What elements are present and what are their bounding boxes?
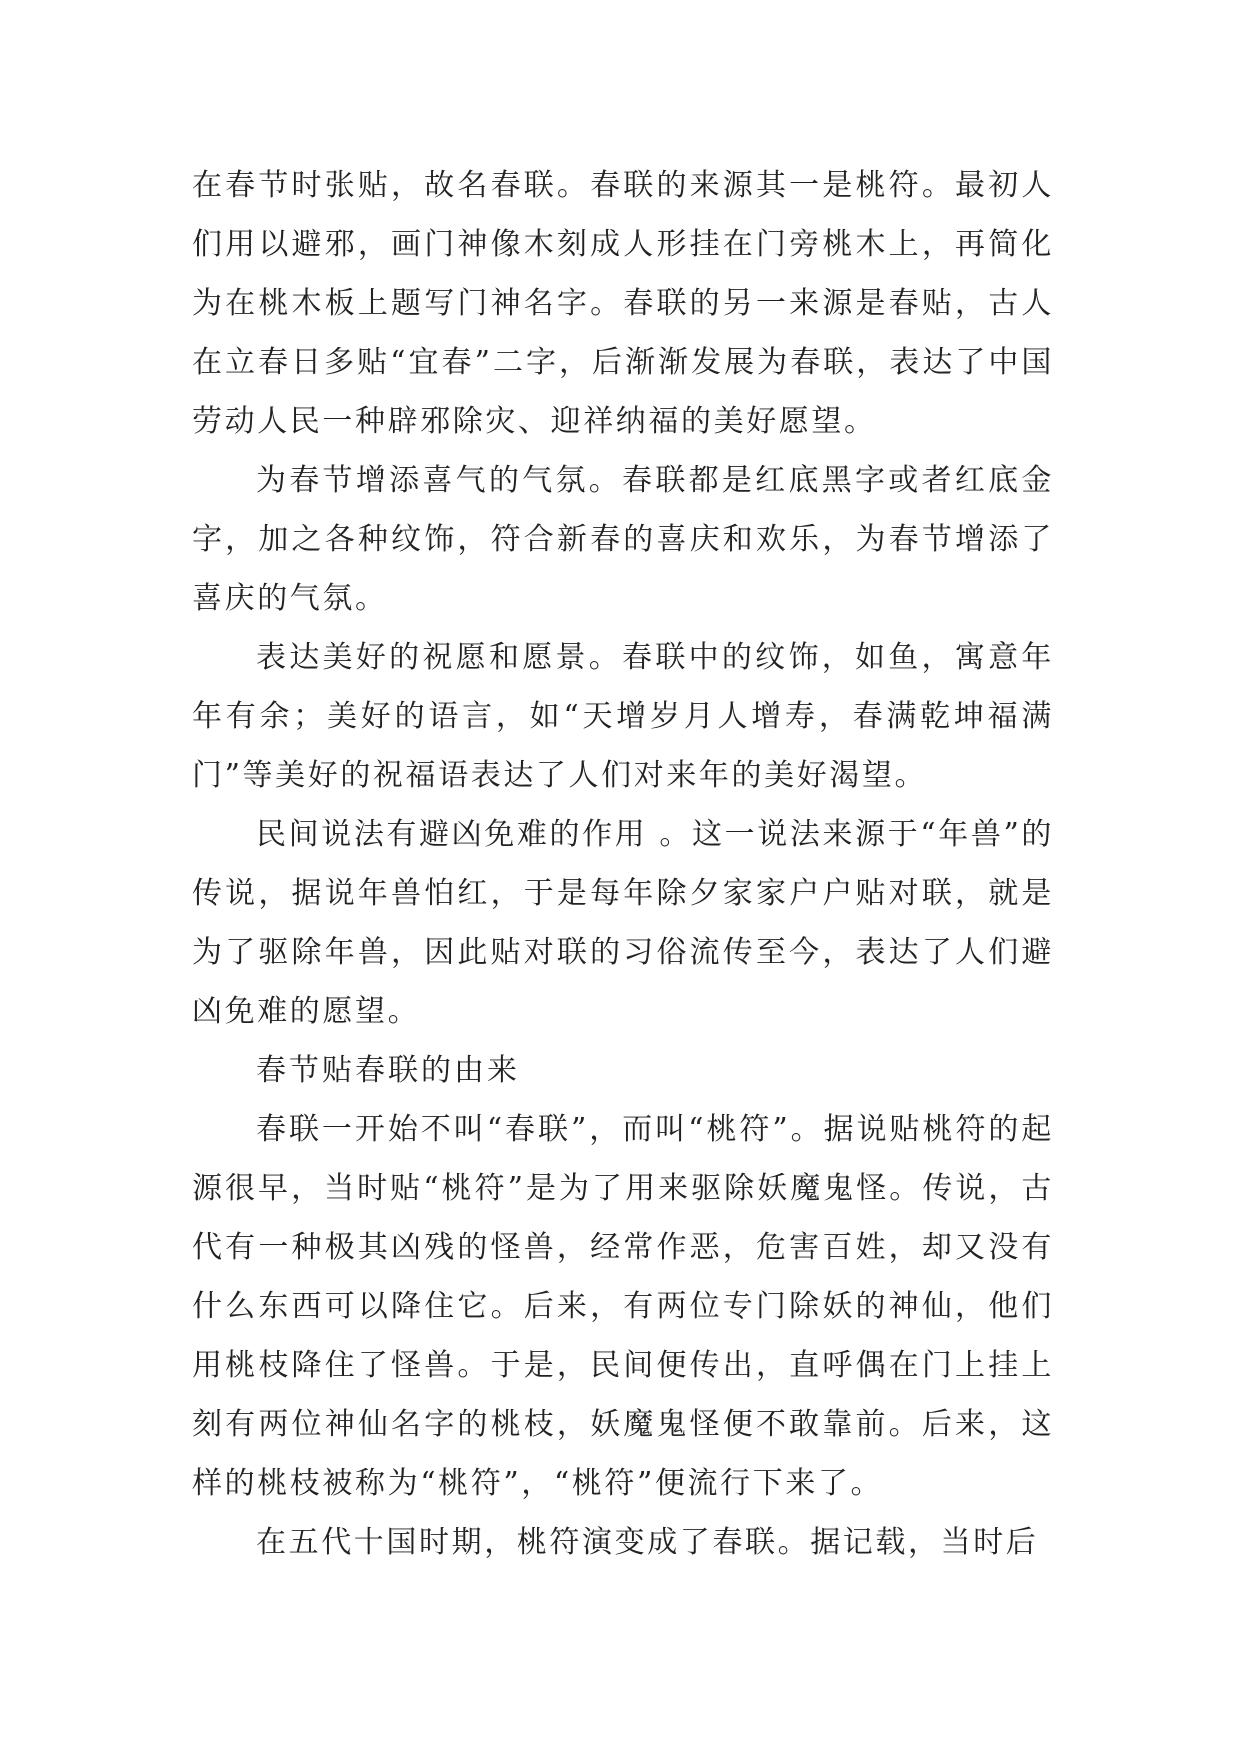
section-heading-origin: 春节贴春联的由来 xyxy=(256,1053,520,1088)
paragraph-avoid-misfortune: 民间说法有避凶免难的作用 。这一说法来源于“年兽”的传说，据说年兽怕红，于是每年除夕家家户户贴对联，就是为了驱除年兽，因此贴对联的习俗流传至今，表达了人们避凶免难的愿望。 xyxy=(192,817,1054,1029)
paragraph-peach-charm-legend: 春联一开始不叫“春联”，而叫“桃符”。据说贴桃符的起源很早，当时贴“桃符”是为了用来驱除妖魔鬼怪。传说，古代有一种极其凶残的怪兽，经常作恶，危害百姓，却又没有什么东西可以降住它。后来，有两位专门除妖的神仙，他们用桃枝降住了怪兽。于是，民间便传出，直呼偶在门上挂上刻有两位神仙名字的桃枝，妖魔鬼怪便不敢靠前。后来，这样的桃枝被称为“桃符”，“桃符”便流行下来了。 xyxy=(192,1112,1054,1501)
paragraph-five-dynasties: 在五代十国时期，桃符演变成了春联。据记载，当时后 xyxy=(256,1525,1039,1560)
paragraph-spring-couplet-origin: 在春节时张贴，故名春联。春联的来源其一是桃符。最初人们用以避邪，画门神像木刻成人形挂在门旁桃木上，再简化为在桃木板上题写门神名字。春联的另一来源是春贴，古人在立春日多贴“宜春”二字，后渐渐发展为春联，表达了中国劳动人民一种辟邪除灾、迎祥纳福的美好愿望。 xyxy=(192,168,1054,439)
document-body xyxy=(192,156,1054,1572)
paragraph-good-wishes: 表达美好的祝愿和愿景。春联中的纹饰，如鱼，寓意年年有余；美好的语言，如“天增岁月人增寿，春满乾坤福满门”等美好的祝福语表达了人们对来年的美好渴望。 xyxy=(192,640,1054,793)
paragraph-festive-atmosphere: 为春节增添喜气的气氛。春联都是红底黑字或者红底金字，加之各种纹饰，符合新春的喜庆和欢乐，为春节增添了喜庆的气氛。 xyxy=(192,463,1054,616)
